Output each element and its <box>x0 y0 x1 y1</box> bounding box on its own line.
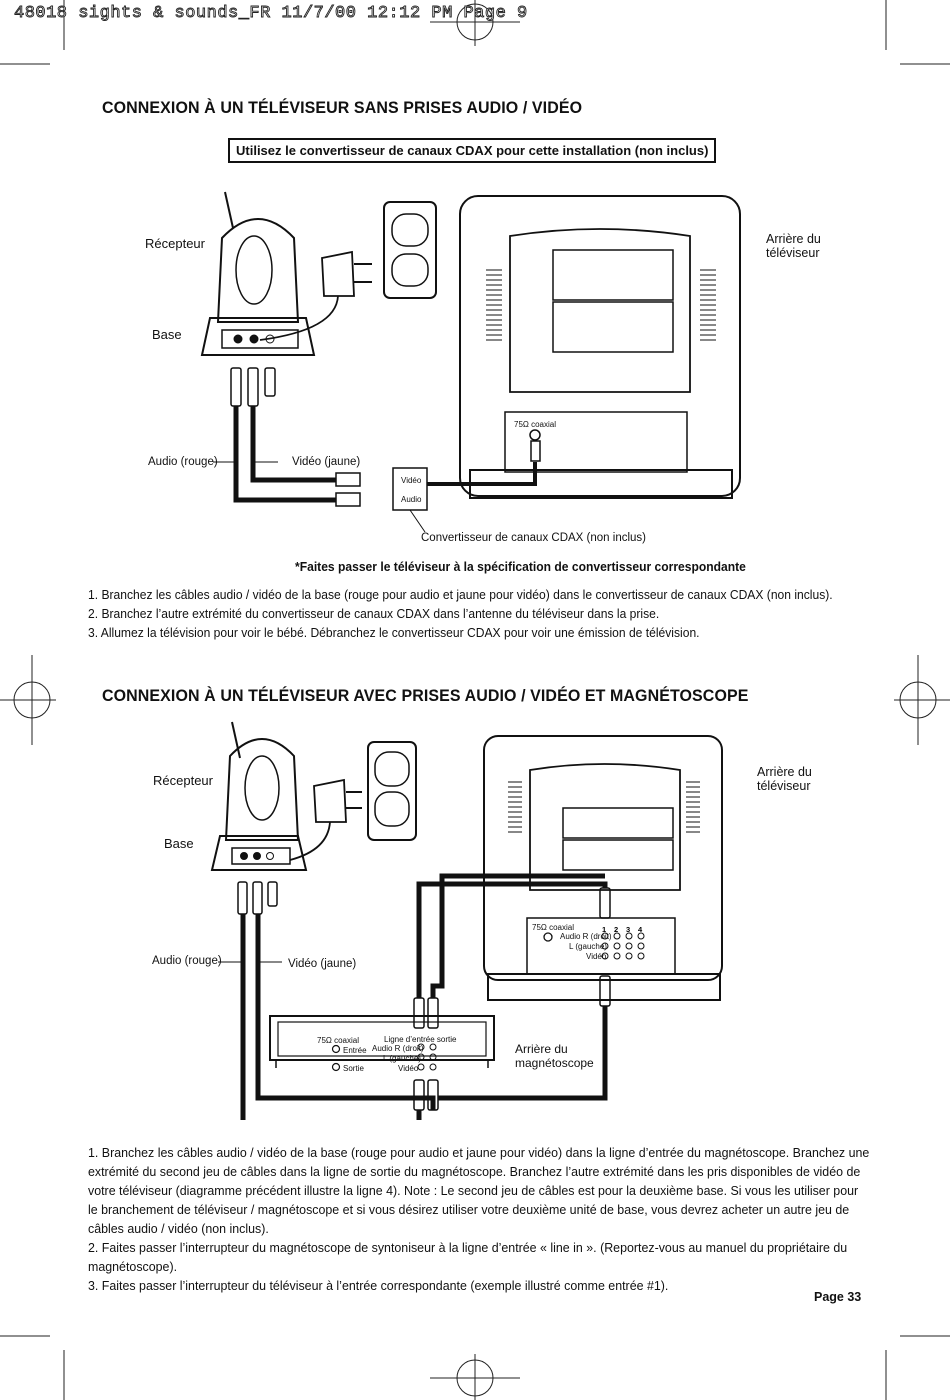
diagram-tv-av-vcr <box>0 700 950 1120</box>
vcr-video-label: Vidéo <box>398 1064 419 1073</box>
converter-video-label: Vidéo <box>401 476 422 485</box>
base-label: Base <box>152 327 182 342</box>
tv-back-label-2: Arrière du téléviseur <box>757 765 812 793</box>
converter-label: Convertisseur de canaux CDAX (non inclus) <box>421 532 646 544</box>
tv-video-label: Vidéo <box>586 952 607 961</box>
tv-coax-label: 75Ω coaxial <box>514 420 557 429</box>
converter-audio-label: Audio <box>401 495 422 504</box>
receiver-label: Récepteur <box>145 236 205 251</box>
page-number: Page 33 <box>814 1290 862 1304</box>
section2-steps <box>88 1143 871 1295</box>
print-slug: 48018 sights & sounds_FR 11/7/00 12:12 PM Page 9 <box>14 4 528 23</box>
tv-input-number: 4 <box>638 925 643 934</box>
vcr-back-label: Arrière du magnétoscope <box>515 1042 594 1070</box>
vcr-line-label: Ligne d’entrée sortie <box>384 1035 457 1044</box>
section1-step-1: 1. Branchez les câbles audio / vidéo de la base (rouge pour audio et jaune pour vidéo) dans le convertisseur de canaux CDAX (non inclus). <box>88 587 833 602</box>
video-yellow-label: Vidéo (jaune) <box>292 456 361 468</box>
footnote: *Faites passer le téléviseur à la spécification de convertisseur correspondante <box>295 559 746 574</box>
section2-step-3: 3. Faites passer l’interrupteur du téléviseur à l’entrée correspondante (exemple illustré comme entrée #1). <box>88 1278 669 1293</box>
receiver-label-2: Récepteur <box>153 773 213 788</box>
vcr-out-label: Sortie <box>343 1064 364 1073</box>
section1-note: Utilisez le convertisseur de canaux CDAX pour cette installation (non inclus) <box>228 138 716 163</box>
section1-steps <box>88 585 889 642</box>
diagram-tv-no-av <box>0 0 950 560</box>
tv-audio-r-label: Audio R (droit) <box>560 932 612 941</box>
vcr-in-label: Entrée <box>343 1046 367 1055</box>
section1-step-2: 2. Branchez l’autre extrémité du convertisseur de canaux CDAX dans l’antenne du téléviseur dans la prise. <box>88 606 660 621</box>
vcr-coax-label: 75Ω coaxial <box>317 1036 360 1045</box>
base-label-2: Base <box>164 836 194 851</box>
tv-input-number: 1 <box>602 925 607 934</box>
tv-back-label: Arrière du téléviseur <box>766 232 821 260</box>
audio-red-label: Audio (rouge) <box>148 456 218 468</box>
section2-step-1: 1. Branchez les câbles audio / vidéo de la base (rouge pour audio et jaune pour vidéo) dans la ligne d’entrée du magnétoscope. Branchez une extrémité du second jeu de câbles dans la ligne de sortie du magnétoscope. Branchez l’autre extrémité dans les pris disponibles de vidéo de votre téléviseur (diagramme précédent illustre la ligne 4). Note : Le second jeu de câbles est pour la deuxième base. Si vous les utiliser pour le branchement de téléviseur / magnétoscope et si vous désirez utiliser votre deuxième unité de base, vous devrez acheter un autre jeu de câbles audio / vidéo (non inclus). <box>88 1145 870 1236</box>
section1-title: CONNEXION À UN TÉLÉVISEUR SANS PRISES AUDIO / VIDÉO <box>102 98 583 117</box>
vcr-l-label: L (gauche) <box>383 1054 421 1063</box>
vcr-audio-r-label: Audio R (droit) <box>372 1044 424 1053</box>
tv-l-label: L (gauche) <box>569 942 607 951</box>
section1-step-3: 3. Allumez la télévision pour voir le bébé. Débranchez le convertisseur CDAX pour voir une émission de télévision. <box>88 625 700 640</box>
audio-red-label-2: Audio (rouge) <box>152 955 222 967</box>
video-yellow-label-2: Vidéo (jaune) <box>288 958 357 970</box>
section2-title: CONNEXION À UN TÉLÉVISEUR AVEC PRISES AUDIO / VIDÉO ET MAGNÉTOSCOPE <box>102 686 749 705</box>
tv2-coax-label: 75Ω coaxial <box>532 923 575 932</box>
tv-input-number: 2 <box>614 925 619 934</box>
section2-step-2: 2. Faites passer l’interrupteur du magnétoscope de syntoniseur à la ligne d’entrée « line in ». (Reportez-vous au manuel du propriétaire du magnétoscope). <box>88 1240 848 1274</box>
tv-input-number: 3 <box>626 925 631 934</box>
